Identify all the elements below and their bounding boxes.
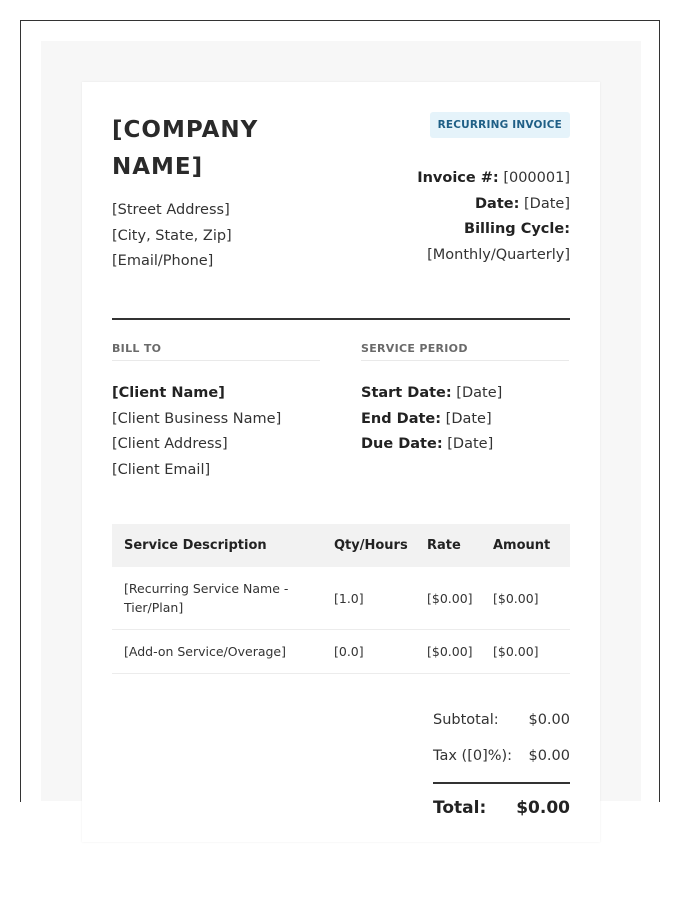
billing-cycle-line <box>417 217 570 243</box>
table-row <box>112 630 570 674</box>
total-value: $0.00 <box>516 798 570 818</box>
header-divider <box>112 318 570 320</box>
bill-to-title: BILL TO <box>112 342 320 361</box>
client-email: [Client Email] <box>112 461 211 478</box>
service-period-title: SERVICE PERIOD <box>361 342 569 361</box>
end-date-line <box>361 407 569 433</box>
billing-cycle-value: [Monthly/Quarterly] <box>427 246 570 263</box>
bill-to-lines <box>112 381 320 483</box>
client-name: [Client Name] <box>112 385 225 401</box>
tax-row <box>433 738 570 774</box>
billing-cycle-label: Billing Cycle: <box>464 221 570 237</box>
header-rate: Rate <box>427 538 461 553</box>
company-block <box>112 112 332 275</box>
company-name-line1: [COMPANY <box>112 117 259 143</box>
header-amount: Amount <box>493 538 551 553</box>
start-date-label: Start Date: <box>361 385 452 401</box>
bill-to-section <box>112 342 320 483</box>
page-frame <box>20 20 660 818</box>
total-label: Total: <box>433 798 487 818</box>
company-contact: [Email/Phone] <box>112 253 214 269</box>
invoice-number-label: Invoice #: <box>417 170 499 186</box>
end-date-value: [Date] <box>445 410 492 427</box>
table-header <box>112 524 570 567</box>
invoice-date-line <box>417 192 570 218</box>
client-address: [Client Address] <box>112 436 228 452</box>
totals-block <box>433 702 570 818</box>
invoice-date-label: Date: <box>475 195 520 212</box>
invoice-meta <box>417 166 570 268</box>
start-date-line <box>361 381 569 407</box>
row-rate: [$0.00] <box>427 644 473 659</box>
company-address <box>112 198 332 275</box>
row-description: [Add-on Service/Overage] <box>124 644 286 659</box>
subtotal-label: Subtotal: <box>433 712 499 728</box>
row-description: [Recurring Service Name - Tier/Plan] <box>124 581 289 615</box>
start-date-value: [Date] <box>456 385 503 401</box>
invoice-number-value: [000001] <box>503 170 570 186</box>
row-amount: [$0.00] <box>493 644 539 659</box>
document-canvas <box>41 41 641 818</box>
end-date-label: End Date: <box>361 410 442 427</box>
company-name-line2: NAME] <box>112 154 204 180</box>
service-period-lines <box>361 381 569 458</box>
row-rate: [$0.00] <box>427 590 473 606</box>
services-table <box>112 524 570 674</box>
invoice-date-value: [Date] <box>524 195 570 212</box>
recurring-invoice-badge: RECURRING INVOICE <box>430 112 570 138</box>
company-city: [City, State, Zip] <box>112 227 232 244</box>
table-row <box>112 567 570 630</box>
company-name <box>112 112 332 186</box>
company-street: [Street Address] <box>112 202 230 218</box>
client-business-name: [Client Business Name] <box>112 410 282 427</box>
header-qty-hours: Qty/Hours <box>334 538 408 553</box>
subtotal-value: $0.00 <box>528 712 570 728</box>
row-qty: [0.0] <box>334 644 364 659</box>
invoice-number-line <box>417 166 570 192</box>
invoice-paper <box>82 82 600 842</box>
due-date-line <box>361 432 569 458</box>
service-period-section <box>361 342 569 458</box>
row-qty: [1.0] <box>334 590 364 606</box>
due-date-value: [Date] <box>447 436 494 452</box>
row-amount: [$0.00] <box>493 590 539 606</box>
tax-label: Tax ([0]%): <box>433 748 513 764</box>
tax-value: $0.00 <box>528 748 570 764</box>
total-row <box>433 784 570 818</box>
subtotal-row <box>433 702 570 738</box>
header-service-description: Service Description <box>124 538 267 553</box>
due-date-label: Due Date: <box>361 436 443 452</box>
